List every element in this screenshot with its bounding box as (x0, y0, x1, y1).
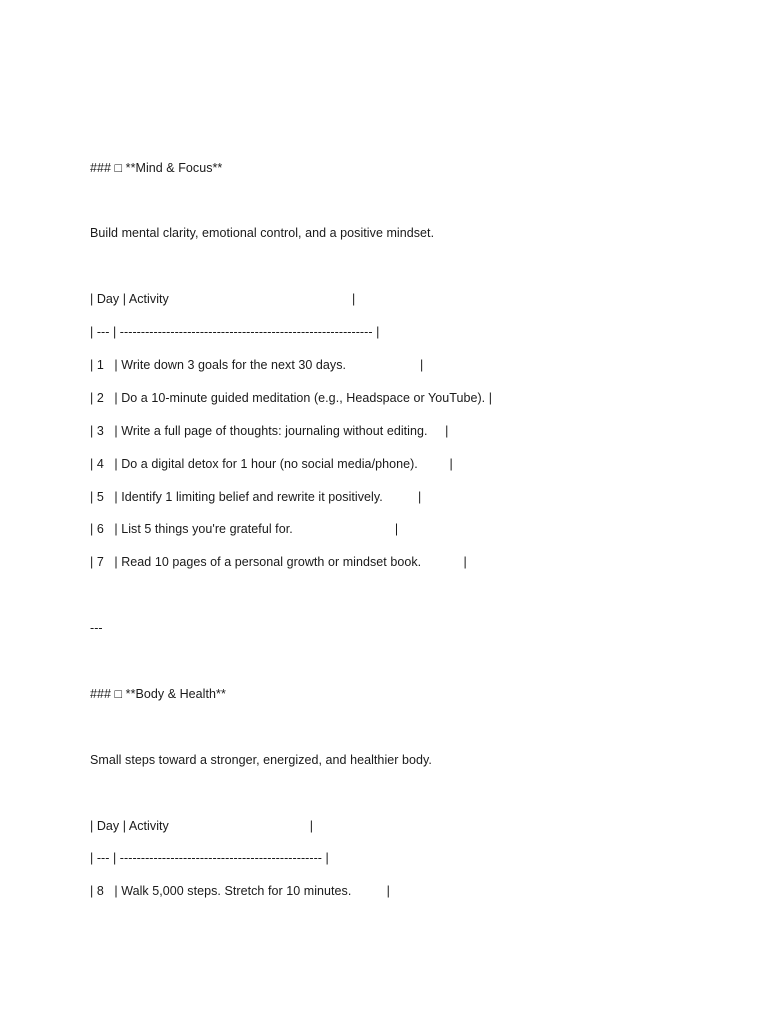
table-row: | 3 | Write a full page of thoughts: journaling without editing. | (90, 424, 449, 438)
section-intro-mind-focus: Build mental clarity, emotional control, and a positive mindset. (90, 226, 435, 240)
table-header-body-health: | Day | Activity | (90, 819, 314, 833)
table-row: | 2 | Do a 10-minute guided meditation (e.g., Headspace or YouTube). | (90, 391, 493, 405)
table-row: | 4 | Do a digital detox for 1 hour (no social media/phone). | (90, 457, 453, 471)
table-row: | 8 | Walk 5,000 steps. Stretch for 10 minutes. | (90, 884, 390, 898)
table-row: | 1 | Write down 3 goals for the next 30 days. | (90, 358, 424, 372)
table-separator-body-health: | --- | ------------------------------------------------ | (90, 851, 329, 865)
horizontal-divider: --- (90, 621, 103, 635)
table-row: | 5 | Identify 1 limiting belief and rewrite it positively. | (90, 490, 422, 504)
section-heading-mind-focus: ### □ **Mind & Focus** (90, 161, 223, 175)
table-header-mind-focus: | Day | Activity | (90, 292, 356, 306)
table-separator-mind-focus: | --- | ------------------------------------------------------------ | (90, 325, 380, 339)
table-row: | 6 | List 5 things you're grateful for. | (90, 522, 399, 536)
section-intro-body-health: Small steps toward a stronger, energized, and healthier body. (90, 753, 432, 767)
table-row: | 7 | Read 10 pages of a personal growth or mindset book. | (90, 555, 467, 569)
section-heading-body-health: ### □ **Body & Health** (90, 687, 226, 701)
